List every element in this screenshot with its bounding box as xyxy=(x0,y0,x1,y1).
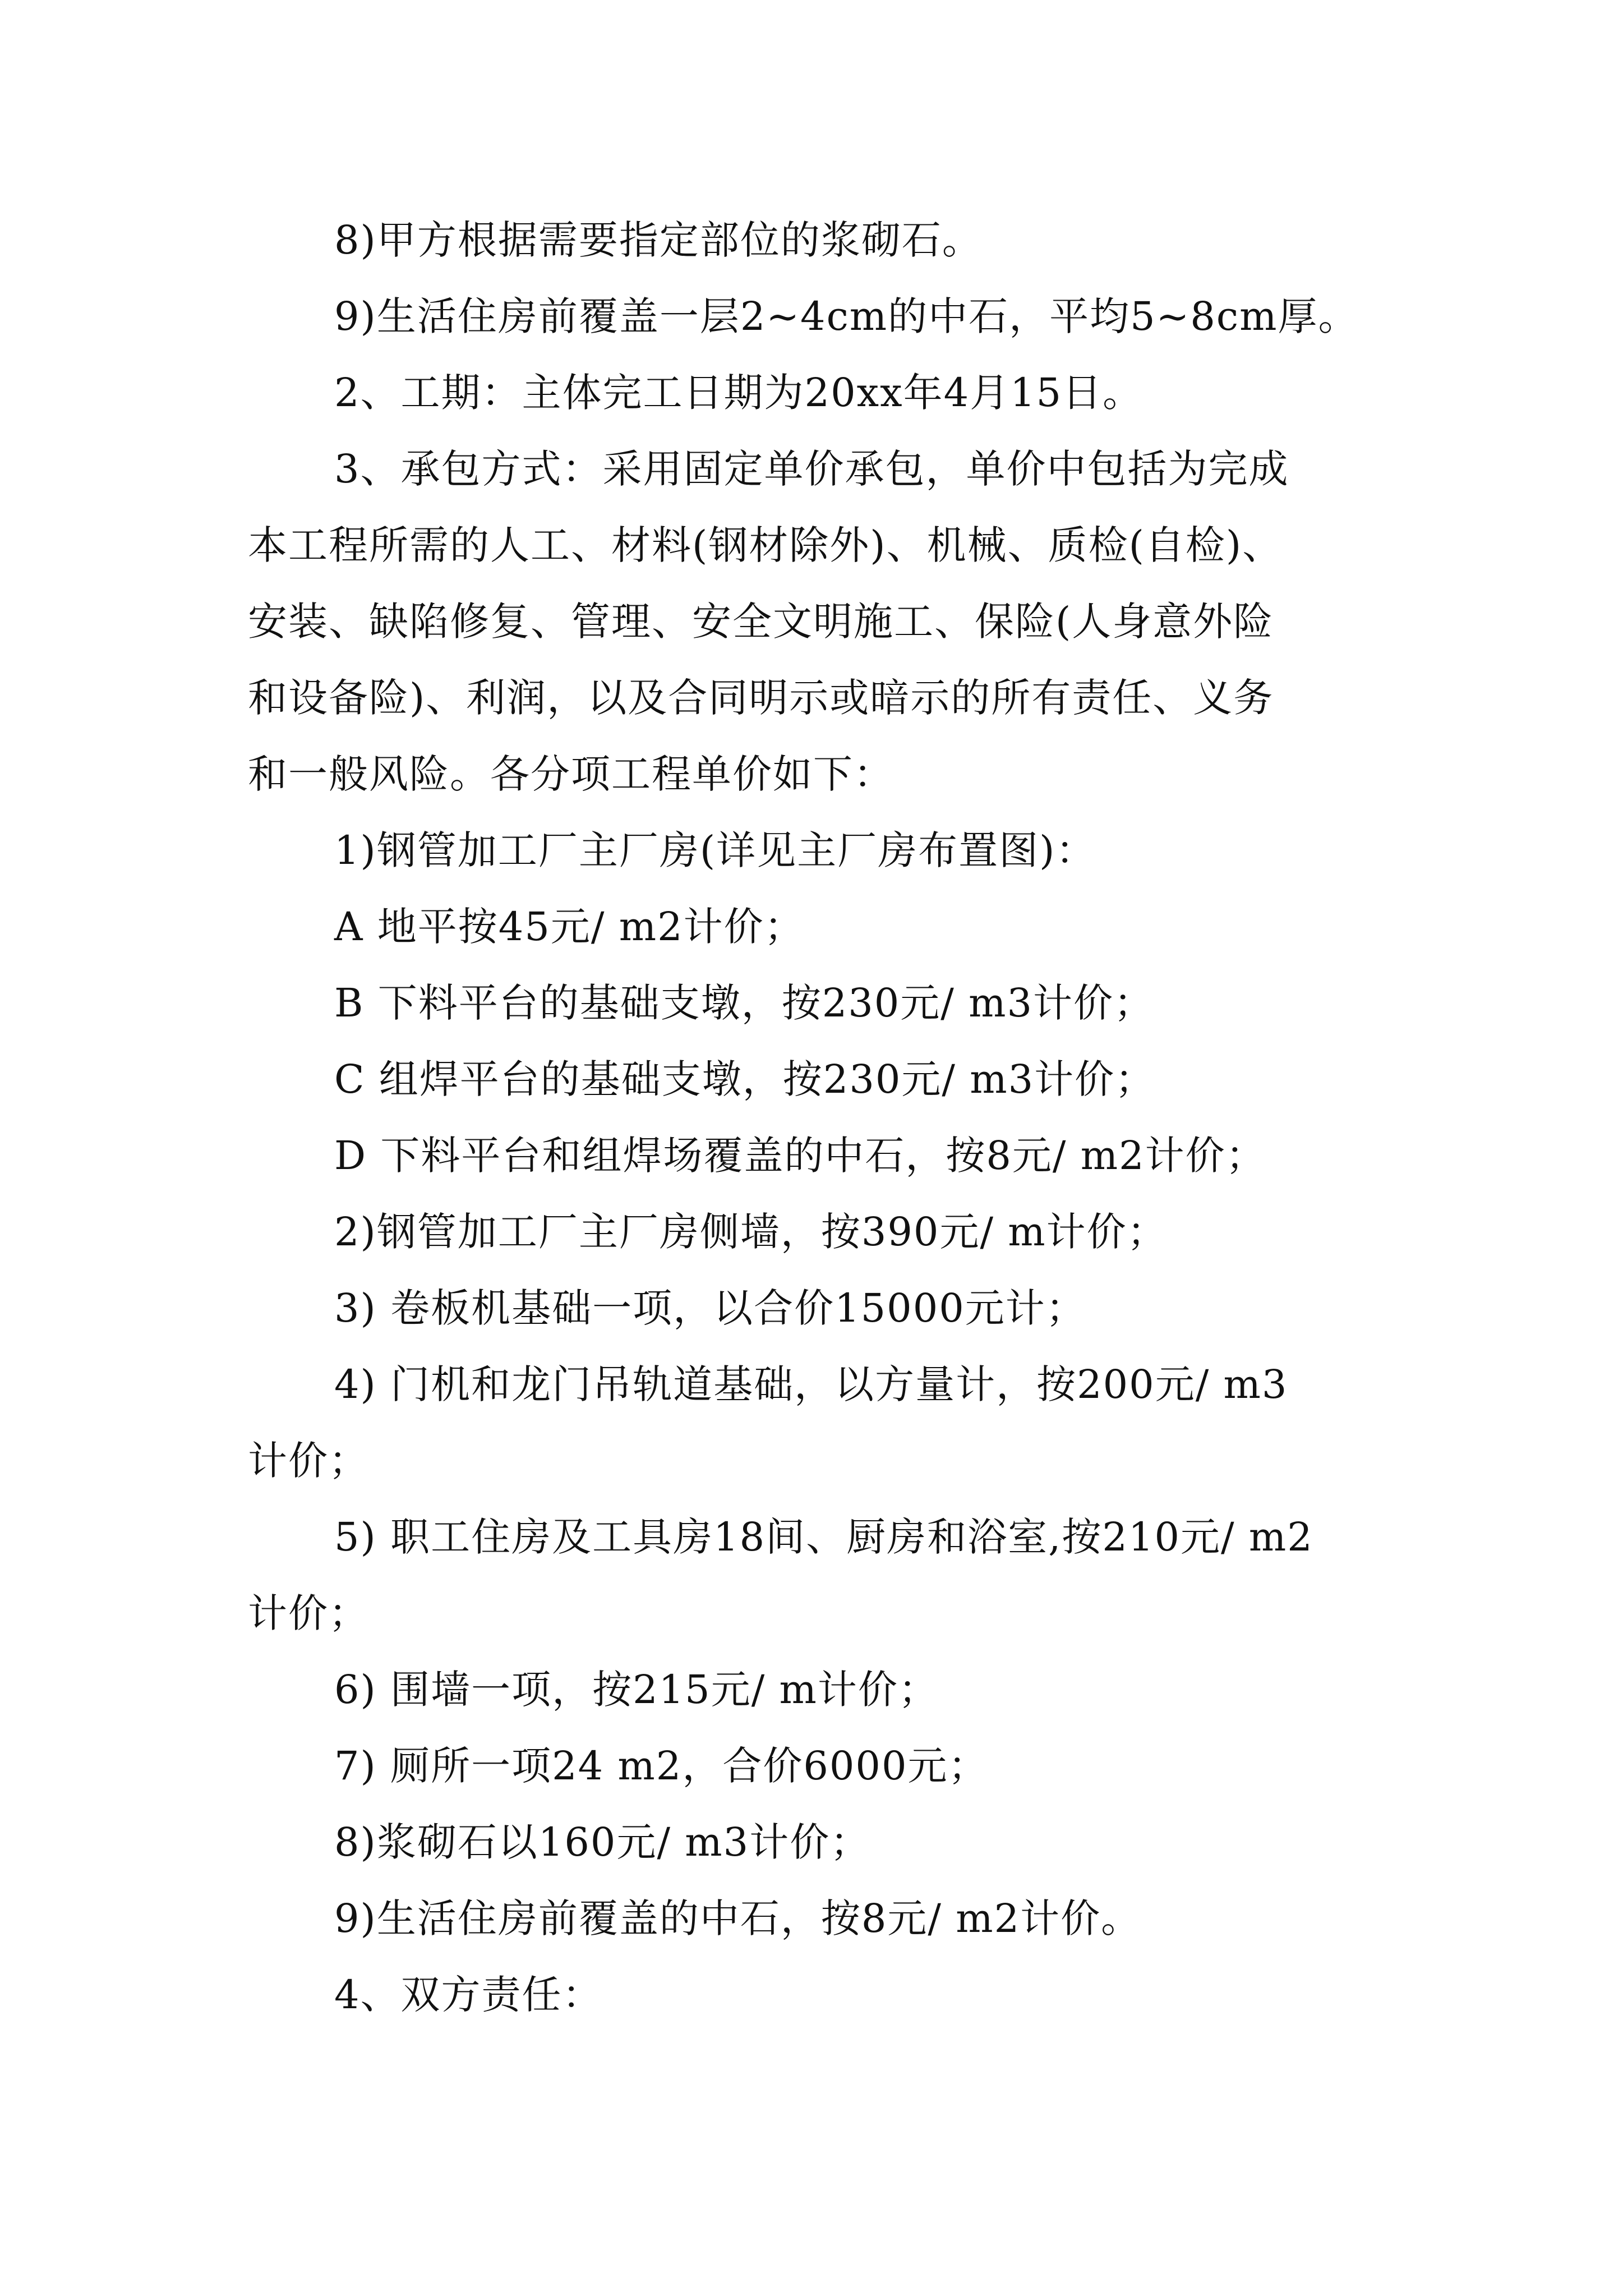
text-line: 9)生活住房前覆盖一层2~4cm的中石，平均5~8cm厚。 xyxy=(334,293,1359,339)
text-line: 和一般风险。各分项工程单价如下： xyxy=(248,751,894,797)
text-line: 9)生活住房前覆盖的中石，按8元/ m2计价。 xyxy=(334,1895,1142,1941)
text-line: 4) 门机和龙门吊轨道基础，以方量计，按200元/ m3 xyxy=(334,1361,1288,1407)
text-line: 安装、缺陷修复、管理、安全文明施工、保险(人身意外险 xyxy=(248,599,1274,645)
text-line: 5) 职工住房及工具房18间、厨房和浴室,按210元/ m2 xyxy=(334,1514,1313,1560)
text-line: 6) 围墙一项，按215元/ m计价； xyxy=(334,1667,939,1713)
text-line: 1)钢管加工厂主厂房(详见主厂房布置图)： xyxy=(334,827,1096,873)
text-line: 3) 卷板机基础一项，以合价15000元计； xyxy=(334,1285,1086,1331)
text-line: B 下料平台的基础支墩，按230元/ m3计价； xyxy=(334,980,1155,1026)
text-line: 7) 厕所一项24 m2，合价6000元； xyxy=(334,1743,989,1789)
text-line: A 地平按45元/ m2计价； xyxy=(334,904,805,950)
text-line: 8)浆砌石以160元/ m3计价； xyxy=(334,1819,871,1865)
text-line: 2、工期：主体完工日期为20xx年4月15日。 xyxy=(334,370,1144,416)
text-line: 本工程所需的人工、材料(钢材除外)、机械、质检(自检)、 xyxy=(248,522,1283,568)
text-line: 3、承包方式：采用固定单价承包，单价中包括为完成 xyxy=(334,446,1289,492)
text-line: 计价； xyxy=(248,1590,369,1636)
text-line: 8)甲方根据需要指定部位的浆砌石。 xyxy=(334,217,983,263)
text-line: C 组焊平台的基础支墩，按230元/ m3计价； xyxy=(334,1056,1156,1102)
text-line: 2)钢管加工厂主厂房侧墙，按390元/ m计价； xyxy=(334,1209,1168,1255)
text-line: 计价； xyxy=(248,1438,369,1484)
text-line: D 下料平台和组焊场覆盖的中石，按8元/ m2计价； xyxy=(334,1133,1266,1179)
text-line: 4、双方责任： xyxy=(334,1972,603,2018)
text-line: 和设备险)、利润，以及合同明示或暗示的所有责任、义务 xyxy=(248,675,1274,721)
